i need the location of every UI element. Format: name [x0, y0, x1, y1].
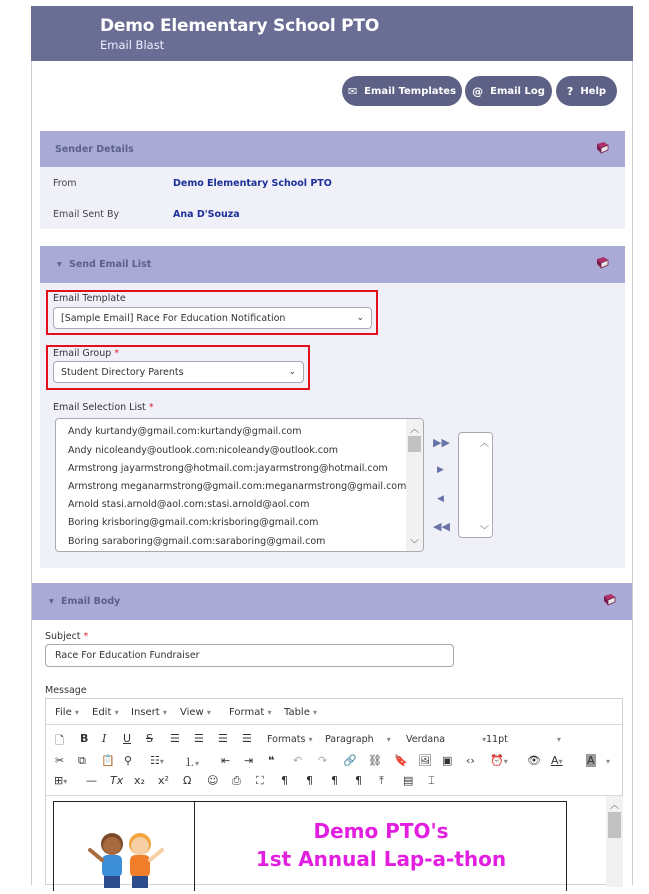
formats-dropdown[interactable]: Formats ▾ — [267, 734, 313, 745]
list-scrollbar[interactable] — [406, 419, 423, 552]
menu-table[interactable]: Table ▾ — [284, 707, 318, 718]
email-log-button[interactable]: @ Email Log — [465, 76, 552, 106]
anchor-icon[interactable]: 🔖 — [394, 754, 408, 767]
print-icon[interactable]: ⎙ — [232, 774, 241, 787]
underline-icon[interactable]: U — [123, 732, 132, 745]
page-header — [31, 6, 633, 61]
cut-icon[interactable]: ✂ — [55, 754, 65, 767]
scroll-up-icon[interactable]: ︿ — [410, 425, 420, 435]
unlink-icon[interactable]: ⛓ — [368, 754, 382, 767]
collapse-caret-icon: ▾ — [49, 596, 54, 607]
email-body-header[interactable] — [32, 583, 632, 620]
find-replace-icon[interactable]: ⚲ — [124, 754, 133, 767]
fullscreen-icon[interactable]: ⛶ — [256, 774, 264, 787]
help-button[interactable]: ? Help — [556, 76, 617, 106]
menu-view[interactable]: View ▾ — [180, 707, 211, 718]
numbered-list-icon[interactable]: ⒈▾ — [184, 756, 200, 769]
template-icon[interactable]: ▤ — [403, 774, 414, 787]
email-group-select[interactable]: Student Directory Parents ⌄ — [53, 361, 304, 383]
font-size-dropdown[interactable]: 11pt ▾ — [486, 734, 561, 745]
indent-icon[interactable]: ⇥ — [244, 754, 254, 767]
media-icon[interactable]: ▣ — [442, 754, 453, 767]
insert-datetime-icon[interactable]: ⏰▾ — [490, 754, 508, 767]
email-templates-button[interactable]: ✉ Email Templates — [342, 76, 462, 106]
book-icon[interactable] — [595, 141, 609, 154]
editor-toolbar-row — [46, 729, 622, 750]
highlight-box — [46, 290, 378, 335]
menu-edit[interactable]: Edit ▾ — [92, 707, 119, 718]
sent-by-value: Ana D'Souza — [173, 209, 240, 220]
code-icon[interactable]: ‹› — [466, 754, 475, 767]
block-format-dropdown[interactable]: Paragraph ▾ — [325, 734, 391, 745]
align-center-icon[interactable]: ☰ — [194, 732, 204, 745]
visual-chars-icon[interactable]: ¶ — [355, 774, 362, 787]
editor-toolbar-row — [46, 751, 622, 772]
align-right-icon[interactable]: ☰ — [218, 732, 228, 745]
scroll-down-icon[interactable]: ﹀ — [480, 526, 490, 536]
blockquote-icon[interactable]: ❝ — [268, 754, 275, 767]
send-email-list-header[interactable] — [40, 246, 625, 283]
scroll-thumb[interactable] — [408, 436, 421, 452]
bold-icon[interactable]: B — [80, 732, 89, 745]
bullet-list-icon[interactable]: ☷▾ — [150, 754, 164, 767]
email-group-label: Email Group * — [53, 348, 120, 359]
chevron-down-icon: ⌄ — [356, 313, 364, 323]
kids-running-illustration — [82, 826, 170, 894]
from-value: Demo Elementary School PTO — [173, 178, 332, 189]
font-family-dropdown[interactable]: Verdana ▾ — [406, 734, 487, 745]
editor-content[interactable] — [46, 795, 622, 886]
scroll-thumb[interactable] — [608, 812, 621, 838]
sender-details-header — [40, 131, 625, 167]
editor-menubar — [46, 699, 622, 725]
list-item[interactable]: Andy nicoleandy@outlook.com:nicoleandy@outlook.com — [68, 445, 339, 456]
selected-email-list[interactable] — [458, 432, 493, 538]
editor-scrollbar[interactable] — [606, 796, 623, 887]
outdent-icon[interactable]: ⇤ — [221, 754, 231, 767]
list-item[interactable]: Armstrong meganarmstrong@gmail.com:meganarmstrong@gmail.com — [68, 481, 407, 492]
sender-details-body — [40, 167, 625, 229]
from-label: From — [53, 178, 77, 189]
special-character-icon[interactable]: Ω — [183, 774, 192, 787]
book-icon[interactable] — [595, 256, 609, 269]
superscript-icon[interactable]: x² — [158, 774, 169, 787]
page-title: Demo Elementary School PTO — [100, 16, 380, 36]
highlight-box — [46, 345, 310, 390]
preview-icon[interactable]: 👁 — [527, 754, 541, 767]
table-icon[interactable]: ⊞▾ — [54, 774, 68, 787]
menu-insert[interactable]: Insert ▾ — [131, 707, 167, 718]
image-icon[interactable]: 🖼 — [418, 754, 432, 767]
email-template-select[interactable]: [Sample Email] Race For Education Notification ⌄ — [53, 307, 372, 329]
italic-icon[interactable]: I — [102, 732, 107, 745]
emoticons-icon[interactable]: ☺ — [207, 774, 219, 787]
list-item[interactable]: Andy kurtandy@gmail.com:kurtandy@gmail.com — [68, 426, 302, 437]
page-break-icon[interactable]: ⌶ — [428, 774, 435, 787]
sender-details-title: Sender Details — [55, 144, 134, 155]
move-right-icon[interactable]: ▶ — [437, 465, 444, 475]
list-item[interactable]: Boring krisboring@gmail.com:krisboring@gmail.com — [68, 517, 319, 528]
clear-formatting-icon[interactable]: Tx — [110, 774, 124, 787]
content-table — [53, 801, 567, 891]
align-justify-icon[interactable]: ☰ — [242, 732, 252, 745]
list-item[interactable]: Armstrong jayarmstrong@hotmail.com:jayarmstrong@hotmail.com — [68, 463, 388, 474]
list-item[interactable]: Boring saraboring@gmail.com:saraboring@gmail.com — [68, 536, 326, 547]
undo-icon[interactable]: ↶ — [293, 754, 303, 767]
sent-by-label: Email Sent By — [53, 209, 120, 220]
at-icon: @ — [472, 84, 484, 98]
subject-input[interactable]: Race For Education Fundraiser — [45, 644, 454, 667]
redo-icon[interactable]: ↷ — [318, 754, 328, 767]
ltr-icon[interactable]: ¶ — [306, 774, 313, 787]
menu-format[interactable]: Format ▾ — [229, 707, 272, 718]
email-selection-list[interactable] — [55, 418, 424, 552]
scroll-down-icon[interactable]: ﹀ — [410, 540, 420, 550]
strikethrough-icon[interactable]: S — [146, 732, 153, 745]
page-subtitle: Email Blast — [100, 38, 165, 52]
upload-icon[interactable]: ⤒ — [379, 774, 384, 787]
email-body-title: Email Body — [61, 596, 121, 607]
list-item[interactable]: Arnold stasi.arnold@aol.com:stasi.arnold@aol.com — [68, 499, 310, 510]
horizontal-line-icon[interactable]: — — [86, 774, 97, 787]
scroll-up-icon[interactable]: ︿ — [610, 801, 620, 811]
menu-file[interactable]: File ▾ — [55, 707, 79, 718]
selected-list-scrollbar[interactable] — [476, 433, 493, 538]
question-icon: ? — [566, 84, 574, 98]
text-color-icon[interactable]: A▾ — [551, 754, 563, 767]
move-left-icon[interactable]: ◀ — [437, 494, 444, 504]
chevron-down-icon[interactable]: ▾ — [606, 757, 611, 766]
subscript-icon[interactable]: x₂ — [134, 774, 145, 787]
subject-label: Subject * — [45, 631, 89, 642]
new-document-icon[interactable]: 🗋 — [55, 734, 64, 747]
message-label: Message — [45, 685, 87, 696]
rtl-icon[interactable]: ¶ — [331, 774, 338, 787]
editor-toolbar-row — [46, 771, 622, 792]
move-all-left-icon[interactable]: ◀◀ — [433, 520, 450, 533]
background-color-icon[interactable]: A — [587, 754, 595, 767]
collapse-caret-icon: ▾ — [57, 259, 62, 270]
content-headline: Demo PTO's — [313, 819, 449, 843]
move-all-right-icon[interactable]: ▶▶ — [433, 436, 450, 449]
email-template-label: Email Template — [53, 293, 126, 304]
envelope-open-icon: ✉ — [347, 84, 358, 98]
email-selection-label: Email Selection List * — [53, 402, 154, 413]
link-icon[interactable]: 🔗 — [343, 754, 357, 767]
send-email-list-title: Send Email List — [69, 259, 152, 270]
message-editor[interactable] — [45, 698, 623, 885]
align-left-icon[interactable]: ☰ — [170, 732, 180, 745]
chevron-down-icon: ⌄ — [288, 367, 296, 377]
content-headline: 1st Annual Lap-a-thon — [255, 847, 507, 871]
paste-icon[interactable]: 📋 — [101, 754, 115, 767]
show-blocks-icon[interactable]: ¶ — [281, 774, 288, 787]
book-icon[interactable] — [602, 593, 616, 606]
copy-icon[interactable]: ⧉ — [78, 754, 86, 767]
scroll-up-icon[interactable]: ︿ — [480, 439, 490, 449]
